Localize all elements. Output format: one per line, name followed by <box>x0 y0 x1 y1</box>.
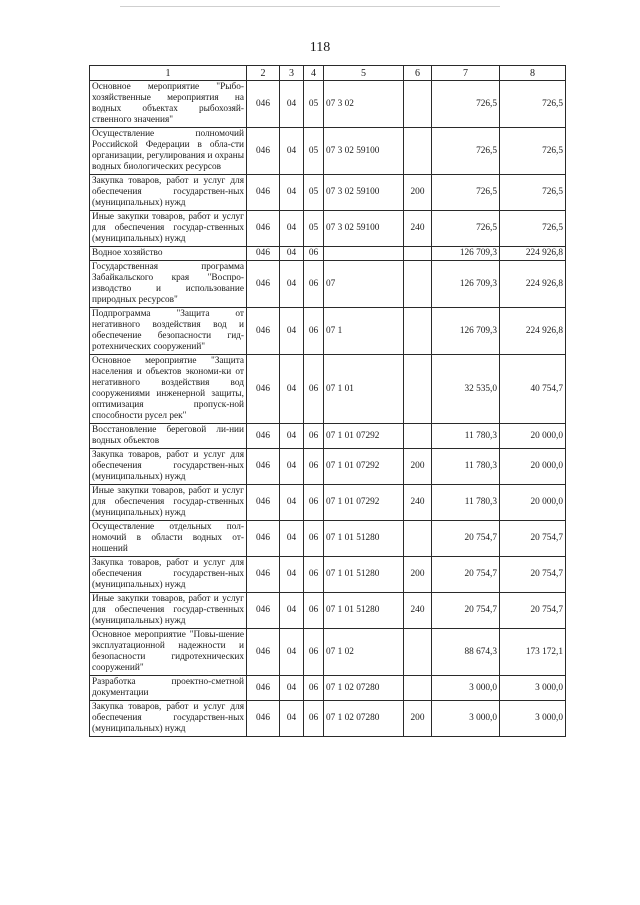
cell-amount-year1: 11 780,3 <box>432 424 500 449</box>
cell-amount-year1: 88 674,3 <box>432 629 500 676</box>
cell-name: Закупка товаров, работ и услуг для обеспечения государствен-ных (муниципальных) нужд <box>90 557 247 593</box>
cell-section: 04 <box>280 676 304 701</box>
cell-subsection: 06 <box>304 261 324 308</box>
cell-admin-code: 046 <box>247 701 280 737</box>
table-row <box>90 676 566 701</box>
cell-amount-year1: 11 780,3 <box>432 449 500 485</box>
cell-amount-year1: 726,5 <box>432 128 500 175</box>
cell-admin-code: 046 <box>247 521 280 557</box>
table-row <box>90 308 566 355</box>
table-row <box>90 629 566 676</box>
cell-name: Закупка товаров, работ и услуг для обеспечения государствен-ных (муниципальных) нужд <box>90 449 247 485</box>
cell-section: 04 <box>280 211 304 247</box>
cell-expense-type <box>404 247 432 261</box>
cell-amount-year2: 726,5 <box>500 81 566 128</box>
cell-name: Основное мероприятие "Защита населения и объектов экономи-ки от негативного воздействия вод сооружениями инженерной защиты, оптимизация пропуск-ной способности русел рек" <box>90 355 247 424</box>
table-row <box>90 261 566 308</box>
cell-subsection: 06 <box>304 247 324 261</box>
cell-expense-type <box>404 355 432 424</box>
cell-target-article: 07 1 02 07280 <box>324 676 404 701</box>
cell-admin-code: 046 <box>247 355 280 424</box>
cell-amount-year1: 726,5 <box>432 211 500 247</box>
cell-amount-year2: 224 926,8 <box>500 261 566 308</box>
cell-target-article: 07 1 <box>324 308 404 355</box>
cell-subsection: 06 <box>304 424 324 449</box>
cell-amount-year2: 20 754,7 <box>500 557 566 593</box>
cell-expense-type: 240 <box>404 593 432 629</box>
cell-target-article: 07 1 02 07280 <box>324 701 404 737</box>
cell-section: 04 <box>280 629 304 676</box>
cell-amount-year2: 20 000,0 <box>500 449 566 485</box>
cell-admin-code: 046 <box>247 247 280 261</box>
cell-section: 04 <box>280 521 304 557</box>
cell-admin-code: 046 <box>247 449 280 485</box>
cell-amount-year2: 40 754,7 <box>500 355 566 424</box>
header-col-1: 1 <box>90 66 247 81</box>
cell-name: Подпрограмма "Защита от негативного воздействия вод и обеспечение безопасности гид-ротехнических сооружений" <box>90 308 247 355</box>
table-row <box>90 701 566 737</box>
cell-amount-year1: 126 709,3 <box>432 247 500 261</box>
cell-admin-code: 046 <box>247 593 280 629</box>
cell-section: 04 <box>280 424 304 449</box>
cell-section: 04 <box>280 557 304 593</box>
cell-target-article: 07 3 02 59100 <box>324 128 404 175</box>
cell-target-article <box>324 247 404 261</box>
cell-amount-year1: 726,5 <box>432 81 500 128</box>
cell-expense-type <box>404 81 432 128</box>
budget-table <box>89 65 566 737</box>
cell-amount-year2: 20 754,7 <box>500 521 566 557</box>
cell-admin-code: 046 <box>247 308 280 355</box>
cell-expense-type: 240 <box>404 211 432 247</box>
table-row <box>90 521 566 557</box>
cell-expense-type <box>404 629 432 676</box>
cell-amount-year2: 224 926,8 <box>500 247 566 261</box>
cell-amount-year1: 20 754,7 <box>432 521 500 557</box>
cell-subsection: 06 <box>304 485 324 521</box>
header-col-5: 5 <box>324 66 404 81</box>
cell-subsection: 06 <box>304 701 324 737</box>
cell-target-article: 07 1 01 07292 <box>324 485 404 521</box>
cell-amount-year2: 20 754,7 <box>500 593 566 629</box>
cell-target-article: 07 3 02 59100 <box>324 175 404 211</box>
cell-amount-year1: 126 709,3 <box>432 261 500 308</box>
cell-expense-type: 240 <box>404 485 432 521</box>
cell-name: Государственная программа Забайкальского края "Воспро-изводство и использование природных ресурсов" <box>90 261 247 308</box>
cell-admin-code: 046 <box>247 676 280 701</box>
cell-name: Иные закупки товаров, работ и услуг для обеспечения государ-ственных (муниципальных) нужд <box>90 211 247 247</box>
cell-expense-type <box>404 261 432 308</box>
cell-target-article: 07 <box>324 261 404 308</box>
cell-expense-type <box>404 521 432 557</box>
cell-target-article: 07 1 01 <box>324 355 404 424</box>
header-col-4: 4 <box>304 66 324 81</box>
table-row <box>90 128 566 175</box>
cell-admin-code: 046 <box>247 485 280 521</box>
cell-amount-year1: 11 780,3 <box>432 485 500 521</box>
cell-amount-year2: 20 000,0 <box>500 424 566 449</box>
cell-amount-year1: 3 000,0 <box>432 701 500 737</box>
table-body <box>90 81 566 737</box>
cell-amount-year2: 726,5 <box>500 211 566 247</box>
table-row <box>90 449 566 485</box>
cell-amount-year1: 3 000,0 <box>432 676 500 701</box>
table-row <box>90 211 566 247</box>
cell-name: Основное мероприятие "Рыбо-хозяйственные мероприятия на водных объектах рыбохозяй-ственного значения" <box>90 81 247 128</box>
header-col-3: 3 <box>280 66 304 81</box>
cell-name: Закупка товаров, работ и услуг для обеспечения государствен-ных (муниципальных) нужд <box>90 175 247 211</box>
cell-amount-year1: 20 754,7 <box>432 593 500 629</box>
cell-target-article: 07 3 02 <box>324 81 404 128</box>
cell-name: Разработка проектно-сметной документации <box>90 676 247 701</box>
cell-name: Восстановление береговой ли-нии водных объектов <box>90 424 247 449</box>
cell-subsection: 06 <box>304 521 324 557</box>
cell-admin-code: 046 <box>247 81 280 128</box>
cell-subsection: 06 <box>304 593 324 629</box>
cell-section: 04 <box>280 449 304 485</box>
cell-expense-type <box>404 128 432 175</box>
scan-edge-top <box>120 6 500 7</box>
cell-target-article: 07 1 01 51280 <box>324 521 404 557</box>
cell-section: 04 <box>280 485 304 521</box>
cell-target-article: 07 1 01 51280 <box>324 593 404 629</box>
cell-name: Иные закупки товаров, работ и услуг для обеспечения государ-ственных (муниципальных) нужд <box>90 485 247 521</box>
cell-section: 04 <box>280 261 304 308</box>
cell-target-article: 07 1 01 07292 <box>324 424 404 449</box>
header-col-2: 2 <box>247 66 280 81</box>
cell-amount-year2: 726,5 <box>500 128 566 175</box>
cell-amount-year2: 173 172,1 <box>500 629 566 676</box>
cell-expense-type <box>404 676 432 701</box>
cell-amount-year2: 20 000,0 <box>500 485 566 521</box>
header-col-7: 7 <box>432 66 500 81</box>
cell-subsection: 05 <box>304 128 324 175</box>
cell-name: Осуществление отдельных пол-номочий в области водных от-ношений <box>90 521 247 557</box>
cell-target-article: 07 1 01 51280 <box>324 557 404 593</box>
table-row <box>90 593 566 629</box>
cell-name: Иные закупки товаров, работ и услуг для обеспечения государ-ственных (муниципальных) нужд <box>90 593 247 629</box>
cell-subsection: 06 <box>304 557 324 593</box>
cell-section: 04 <box>280 175 304 211</box>
table-row <box>90 355 566 424</box>
table-row <box>90 485 566 521</box>
cell-amount-year1: 32 535,0 <box>432 355 500 424</box>
cell-target-article: 07 1 02 <box>324 629 404 676</box>
cell-section: 04 <box>280 355 304 424</box>
cell-section: 04 <box>280 593 304 629</box>
cell-amount-year2: 3 000,0 <box>500 701 566 737</box>
table-row <box>90 247 566 261</box>
cell-admin-code: 046 <box>247 128 280 175</box>
cell-admin-code: 046 <box>247 211 280 247</box>
cell-amount-year2: 3 000,0 <box>500 676 566 701</box>
cell-amount-year1: 20 754,7 <box>432 557 500 593</box>
cell-expense-type: 200 <box>404 701 432 737</box>
cell-admin-code: 046 <box>247 629 280 676</box>
cell-expense-type: 200 <box>404 557 432 593</box>
cell-section: 04 <box>280 128 304 175</box>
cell-admin-code: 046 <box>247 261 280 308</box>
cell-expense-type <box>404 308 432 355</box>
cell-admin-code: 046 <box>247 175 280 211</box>
cell-name: Водное хозяйство <box>90 247 247 261</box>
cell-subsection: 06 <box>304 355 324 424</box>
cell-name: Закупка товаров, работ и услуг для обеспечения государствен-ных (муниципальных) нужд <box>90 701 247 737</box>
header-col-6: 6 <box>404 66 432 81</box>
table-row <box>90 175 566 211</box>
cell-section: 04 <box>280 701 304 737</box>
cell-amount-year1: 726,5 <box>432 175 500 211</box>
cell-section: 04 <box>280 81 304 128</box>
cell-expense-type <box>404 424 432 449</box>
table-row <box>90 81 566 128</box>
cell-amount-year1: 126 709,3 <box>432 308 500 355</box>
cell-admin-code: 046 <box>247 557 280 593</box>
table-row <box>90 557 566 593</box>
cell-subsection: 06 <box>304 449 324 485</box>
cell-expense-type: 200 <box>404 449 432 485</box>
cell-subsection: 05 <box>304 175 324 211</box>
table-row <box>90 424 566 449</box>
cell-section: 04 <box>280 308 304 355</box>
table-header-row <box>90 66 566 81</box>
cell-amount-year2: 726,5 <box>500 175 566 211</box>
cell-subsection: 06 <box>304 308 324 355</box>
cell-name: Осуществление полномочий Российской Федерации в обла-сти организации, регулирования и охраны водных биологических ресурсов <box>90 128 247 175</box>
cell-amount-year2: 224 926,8 <box>500 308 566 355</box>
cell-subsection: 05 <box>304 211 324 247</box>
page-number: 118 <box>309 40 331 55</box>
header-col-8: 8 <box>500 66 566 81</box>
cell-target-article: 07 3 02 59100 <box>324 211 404 247</box>
cell-admin-code: 046 <box>247 424 280 449</box>
cell-name: Основное мероприятие "Повы-шение эксплуатационной надежности и безопасности гидротехнических сооружений" <box>90 629 247 676</box>
cell-subsection: 06 <box>304 629 324 676</box>
cell-subsection: 06 <box>304 676 324 701</box>
cell-expense-type: 200 <box>404 175 432 211</box>
cell-section: 04 <box>280 247 304 261</box>
cell-subsection: 05 <box>304 81 324 128</box>
cell-target-article: 07 1 01 07292 <box>324 449 404 485</box>
